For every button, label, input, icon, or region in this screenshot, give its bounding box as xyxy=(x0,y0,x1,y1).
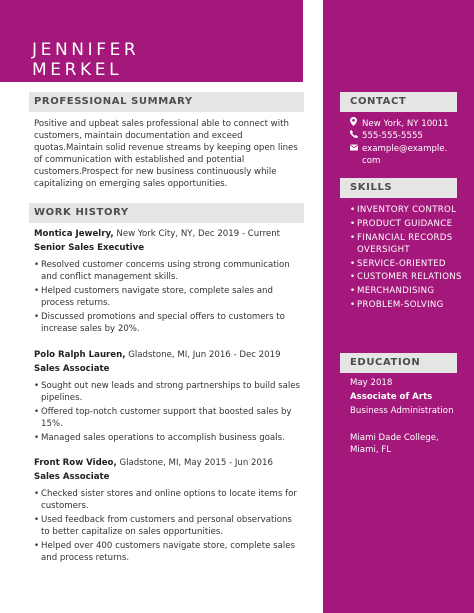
job-details: Gladstone, MI, Jun 2016 - Dec 2019 xyxy=(125,350,281,360)
company-name: Front Row Video, xyxy=(34,458,117,468)
name-header xyxy=(0,0,303,82)
education-date: May 2018 xyxy=(350,378,393,388)
list-item: • INVENTORY CONTROL xyxy=(350,204,462,216)
list-item: • Helped customers navigate store, complete sales and process returns. xyxy=(34,285,302,309)
job-bullets xyxy=(34,488,302,566)
list-item: • Managed sales operations to accomplish business goals. xyxy=(34,432,302,444)
first-name: JENNIFER xyxy=(32,40,140,60)
list-item: • PROBLEM-SOLVING xyxy=(350,299,462,311)
list-item: • Offered top-notch customer support that boosted sales by 15%. xyxy=(34,406,302,430)
list-item: • Helped over 400 customers navigate store, complete sales and process returns. xyxy=(34,540,302,564)
contact-phone: 555-555-5555 xyxy=(350,130,460,142)
summary-heading: PROFESSIONAL SUMMARY xyxy=(29,92,304,112)
work-history-heading: WORK HISTORY xyxy=(29,203,304,223)
company-name: Polo Ralph Lauren, xyxy=(34,350,126,360)
summary-text: Positive and upbeat sales professional able to connect with customers, maintain documentation and exceed quotas.Maintain solid revenue streams by keeping open lines of communication with established and potential customers.Prospect for new business continuously while capitalizing on emerging sales opportunities. xyxy=(34,119,298,190)
list-item: • CUSTOMER RELATIONS xyxy=(350,271,462,283)
job-header xyxy=(34,349,281,361)
education-heading: EDUCATION xyxy=(340,353,457,373)
envelope-icon xyxy=(350,143,362,155)
contact-email: example@example. xyxy=(350,143,460,155)
phone-icon xyxy=(350,130,362,142)
contact-email-continued: com xyxy=(362,156,381,166)
list-item: • PRODUCT GUIDANCE xyxy=(350,218,462,230)
skills-heading: SKILLS xyxy=(340,178,457,198)
list-item: • FINANCIAL RECORDS OVERSIGHT xyxy=(350,232,462,256)
job-header xyxy=(34,457,273,469)
education-degree: Associate of Arts xyxy=(350,392,433,402)
education-school: Miami Dade College, Miami, FL xyxy=(350,433,439,456)
job-title: Sales Associate xyxy=(34,472,110,482)
list-item: • Discussed promotions and special offers to customers to increase sales by 20%. xyxy=(34,311,302,335)
last-name: MERKEL xyxy=(32,60,123,80)
list-item: • SERVICE-ORIENTED xyxy=(350,258,462,270)
list-item: • Checked sister stores and online options to locate items for customers. xyxy=(34,488,302,512)
job-title: Senior Sales Executive xyxy=(34,243,145,253)
education-field: Business Administration xyxy=(350,406,454,416)
job-details: Gladstone, MI, May 2015 - Jun 2016 xyxy=(116,458,273,468)
location-pin-icon xyxy=(350,117,362,130)
list-item: • Resolved customer concerns using strong communication and conflict management skills. xyxy=(34,259,302,283)
list-item: • Sought out new leads and strong partnerships to build sales pipelines. xyxy=(34,380,302,404)
job-title: Sales Associate xyxy=(34,364,110,374)
list-item: • MERCHANDISING xyxy=(350,285,462,297)
contact-heading: CONTACT xyxy=(340,92,457,112)
job-bullets xyxy=(34,380,302,446)
contact-location: New York, NY 10011 xyxy=(350,117,460,130)
job-header xyxy=(34,228,280,240)
job-details: New York City, NY, Dec 2019 - Current xyxy=(113,229,281,239)
job-bullets xyxy=(34,259,302,337)
company-name: Montica Jewelry, xyxy=(34,229,114,239)
skills-list xyxy=(350,204,462,313)
list-item: • Used feedback from customers and personal observations to better capitalize on sales opportunities. xyxy=(34,514,302,538)
